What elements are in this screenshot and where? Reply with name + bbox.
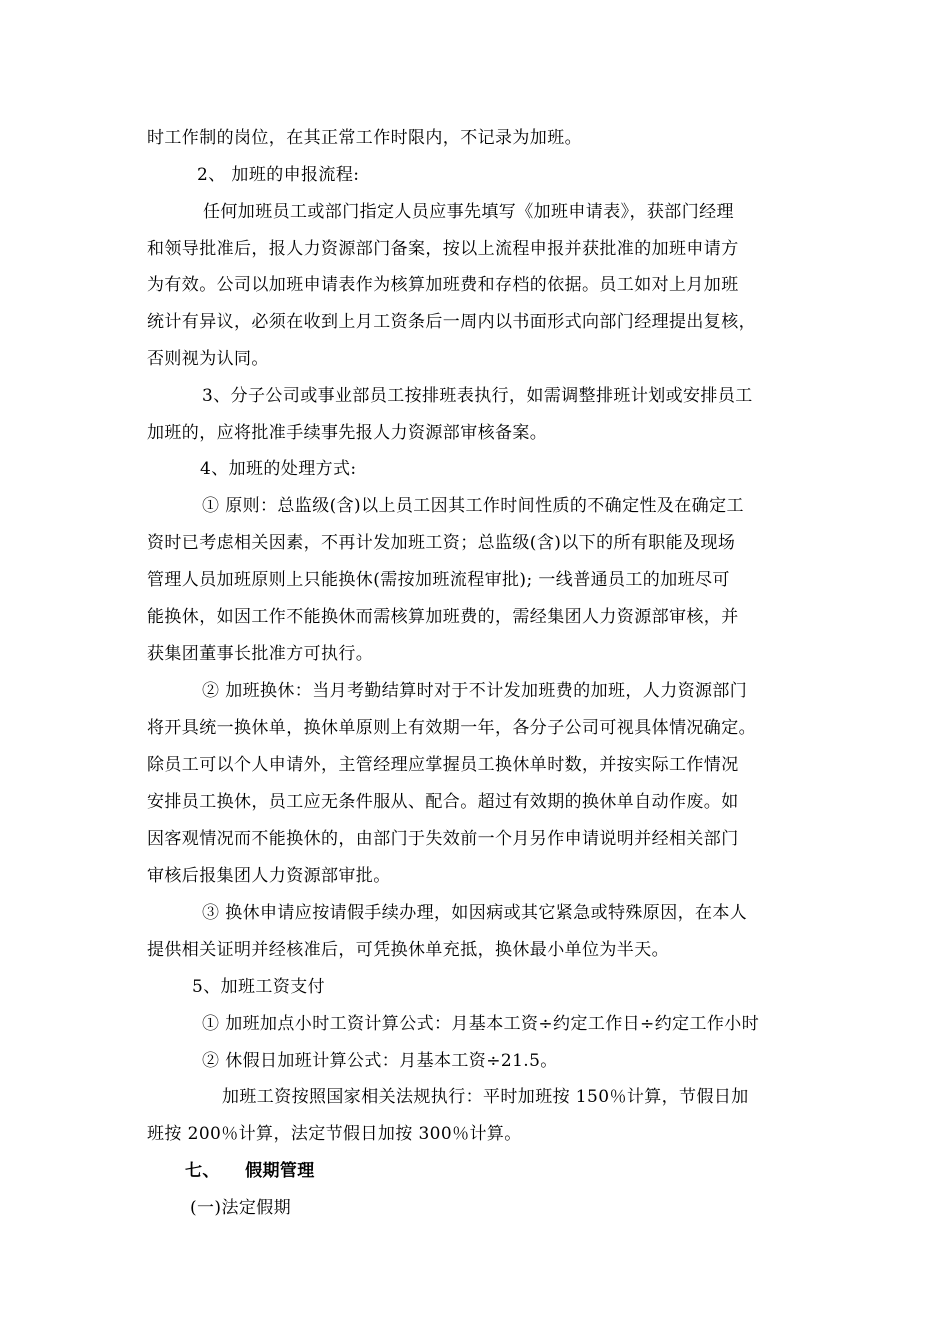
text-line: 加班的，应将批准手续事先报人力资源部审核备案。 — [147, 423, 548, 443]
text-line: 将开具统一换休单，换休单原则上有效期一年，各分子公司可视具体情况确定。 — [147, 718, 756, 738]
text-line: 能换休，如因工作不能换休而需核算加班费的，需经集团人力资源部审核，并 — [147, 607, 739, 627]
text-line: 获集团董事长批准方可执行。 — [147, 644, 374, 664]
text-line: 为有效。公司以加班申请表作为核算加班费和存档的依据。员工如对上月加班 — [147, 275, 739, 295]
text-line: ② 加班换休：当月考勤结算时对于不计发加班费的加班，人力资源部门 — [202, 681, 748, 701]
text-line: ③ 换休申请应按请假手续办理，如因病或其它紧急或特殊原因，在本人 — [202, 903, 748, 923]
subsection-heading: (一)法定假期 — [190, 1198, 292, 1218]
text-line: 时工作制的岗位，在其正常工作时限内，不记录为加班。 — [147, 128, 582, 148]
chapter-heading: 七、 假期管理 — [185, 1161, 315, 1181]
text-line: 因客观情况而不能换休的，由部门于失效前一个月另作申请说明并经相关部门 — [147, 829, 739, 849]
formula-line: ② 休假日加班计算公式：月基本工资÷21.5。 — [202, 1051, 558, 1071]
section-heading: 2、 加班的申报流程: — [197, 165, 360, 185]
text-line: 提供相关证明并经核准后，可凭换休单充抵，换休最小单位为半天。 — [147, 940, 669, 960]
text-line: 否则视为认同。 — [147, 349, 269, 369]
formula-line: ① 加班加点小时工资计算公式：月基本工资÷约定工作日÷约定工作小时 — [202, 1014, 760, 1034]
text-line: ① 原则：总监级(含)以上员工因其工作时间性质的不确定性及在确定工 — [202, 496, 744, 516]
text-line: 班按 200％计算，法定节假日加按 300％计算。 — [147, 1124, 522, 1144]
text-line: 加班工资按照国家相关法规执行：平时加班按 150％计算，节假日加 — [222, 1087, 749, 1107]
text-line: 除员工可以个人申请外，主管经理应掌握员工换休单时数，并按实际工作情况 — [147, 755, 739, 775]
text-line: 3、分子公司或事业部员工按排班表执行，如需调整排班计划或安排员工 — [202, 386, 753, 406]
text-line: 任何加班员工或部门指定人员应事先填写《加班申请表》，获部门经理 — [203, 202, 734, 222]
text-line: 和领导批准后，报人力资源部门备案，按以上流程申报并获批准的加班申请方 — [147, 239, 739, 259]
text-line: 资时已考虑相关因素，不再计发加班工资；总监级(含)以下的所有职能及现场 — [147, 533, 736, 553]
text-line: 审核后报集团人力资源部审批。 — [147, 866, 391, 886]
text-line: 统计有异议，必须在收到上月工资条后一周内以书面形式向部门经理提出复核， — [147, 312, 756, 332]
text-line: 安排员工换休，员工应无条件服从、配合。超过有效期的换休单自动作废。如 — [147, 792, 739, 812]
section-heading: 4、加班的处理方式: — [200, 459, 357, 479]
text-line: 管理人员加班原则上只能换休(需按加班流程审批); 一线普通员工的加班尽可 — [147, 570, 730, 590]
section-heading: 5、加班工资支付 — [192, 977, 326, 997]
